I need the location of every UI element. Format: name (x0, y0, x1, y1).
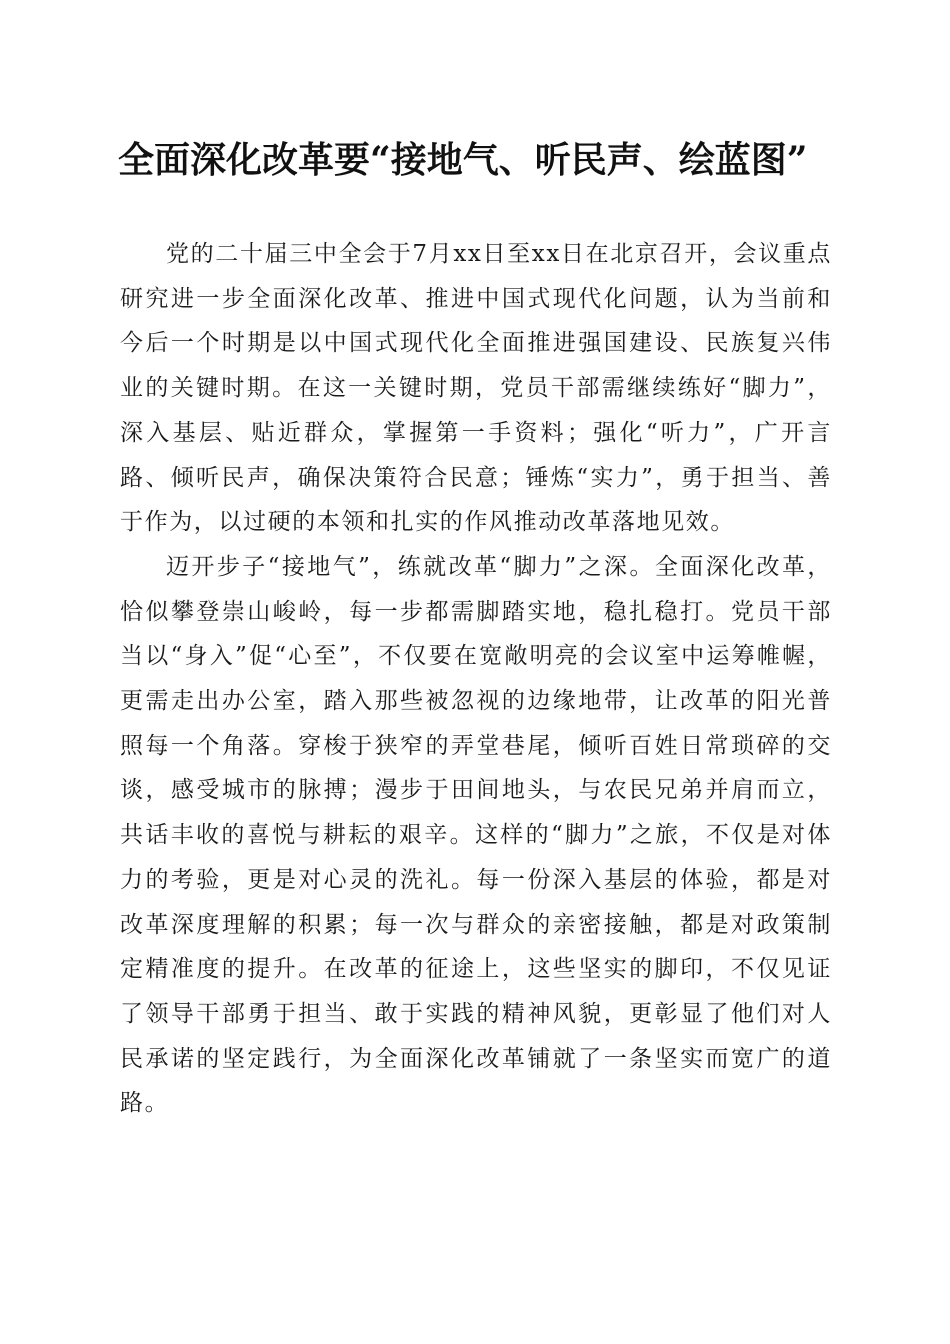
document-title: 全面深化改革要“接地气、听民声、绘蓝图” (118, 139, 808, 181)
document-body (120, 232, 832, 1126)
paragraph-1: 党的二十届三中全会于7月xx日至xx日在北京召开，会议重点研究进一步全面深化改革、推进中国式现代化问题，认为当前和今后一个时期是以中国式现代化全面推进强国建设、民族复兴伟业的关键时期。在这一关键时期，党员干部需继续练好“脚力”，深入基层、贴近群众，掌握第一手资料；强化“听力”，广开言路、倾听民声，确保决策符合民意；锤炼“实力”，勇于担当、善于作为，以过硬的本领和扎实的作风推动改革落地见效。 (120, 241, 832, 536)
paragraph-2: 迈开步子“接地气”，练就改革“脚力”之深。全面深化改革，恰似攀登崇山峻岭，每一步都需脚踏实地，稳扎稳打。党员干部当以“身入”促“心至”，不仅要在宽敞明亮的会议室中运筹帷幄，更需走出办公室，踏入那些被忽视的边缘地带，让改革的阳光普照每一个角落。穿梭于狭窄的弄堂巷尾，倾听百姓日常琐碎的交谈，感受城市的脉搏；漫步于田间地头，与农民兄弟并肩而立，共话丰收的喜悦与耕耘的艰辛。这样的“脚力”之旅，不仅是对体力的考验，更是对心灵的洗礼。每一份深入基层的体验，都是对改革深度理解的积累；每一次与群众的亲密接触，都是对政策制定精准度的提升。在改革的征途上，这些坚实的脚印，不仅见证了领导干部勇于担当、敢于实践的精神风貌，更彰显了他们对人民承诺的坚定践行，为全面深化改革铺就了一条坚实而宽广的道路。 (120, 553, 832, 1117)
